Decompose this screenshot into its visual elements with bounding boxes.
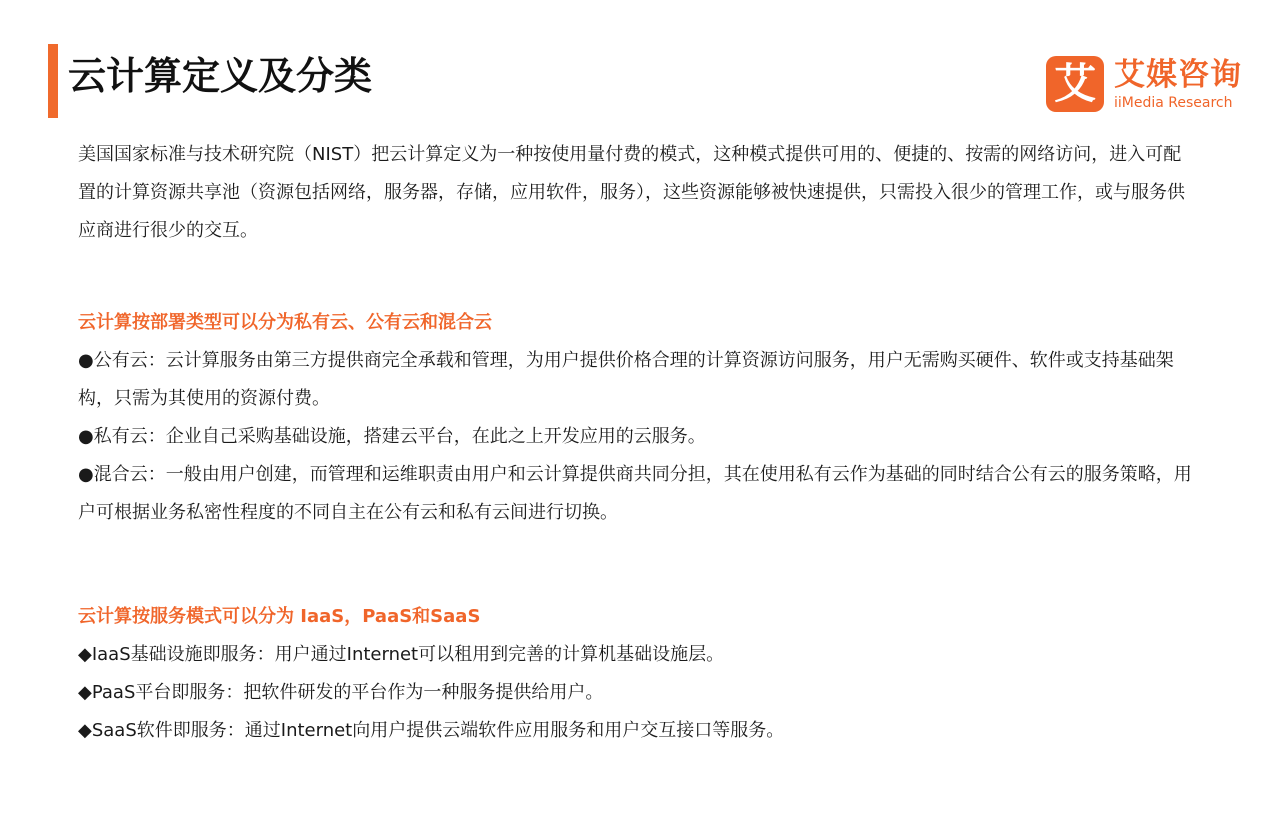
list-item-text: 公有云：云计算服务由第三方提供商完全承载和管理，为用户提供价格合理的计算资源访问服务，用户无需购买硬件、软件或支持基础架构，只需为其使用的资源付费。 [78, 350, 1174, 409]
list-item [78, 418, 1198, 456]
page-title: 云计算定义及分类 [68, 54, 373, 98]
list-item-text: 混合云：一般由用户创建，而管理和运维职责由用户和云计算提供商共同分担，其在使用私有云作为基础的同时结合公有云的服务策略，用户可根据业务私密性程度的不同自主在公有云和私有云间进行切换。 [78, 464, 1192, 523]
list-item [78, 712, 1198, 750]
deployment-heading: 云计算按部署类型可以分为私有云、公有云和混合云 [78, 312, 492, 333]
list-item-text: PaaS平台即服务：把软件研发的平台作为一种服务提供给用户。 [91, 682, 604, 703]
list-item [78, 342, 1198, 418]
service-section [78, 598, 1198, 750]
logo-mark-icon: 艾 [1046, 56, 1104, 112]
main-content [78, 136, 1198, 750]
bullet-dot-icon: ● [78, 426, 94, 447]
title-accent-bar [48, 44, 58, 118]
list-item-text: IaaS基础设施即服务：用户通过Internet可以租用到完善的计算机基础设施层。 [91, 644, 725, 665]
bullet-dot-icon: ● [78, 350, 94, 371]
list-item [78, 636, 1198, 674]
intro-paragraph: 美国国家标准与技术研究院（NIST）把云计算定义为一种按使用量付费的模式，这种模式提供可用的、便捷的、按需的网络访问，进入可配置的计算资源共享池（资源包括网络，服务器，存储，应用软件，服务），这些资源能够被快速提供，只需投入很少的管理工作，或与服务供应商进行很少的交互。 [78, 144, 1185, 241]
service-heading: 云计算按服务模式可以分为 IaaS，PaaS和SaaS [78, 606, 481, 627]
iimedia-logo [1046, 56, 1246, 114]
list-item [78, 674, 1198, 712]
list-item [78, 456, 1198, 532]
logo-name-cn: 艾媒咨询 [1114, 57, 1242, 93]
deployment-section [78, 304, 1198, 532]
bullet-diamond-icon: ◆ [78, 682, 92, 703]
list-item-text: 私有云：企业自己采购基础设施，搭建云平台，在此之上开发应用的云服务。 [93, 426, 706, 447]
bullet-diamond-icon: ◆ [78, 644, 92, 665]
list-item-text: SaaS软件即服务：通过Internet向用户提供云端软件应用服务和用户交互接口等服务。 [91, 720, 785, 741]
bullet-diamond-icon: ◆ [78, 720, 92, 741]
bullet-dot-icon: ● [78, 464, 94, 485]
logo-name-en: iiMedia Research [1114, 95, 1233, 111]
